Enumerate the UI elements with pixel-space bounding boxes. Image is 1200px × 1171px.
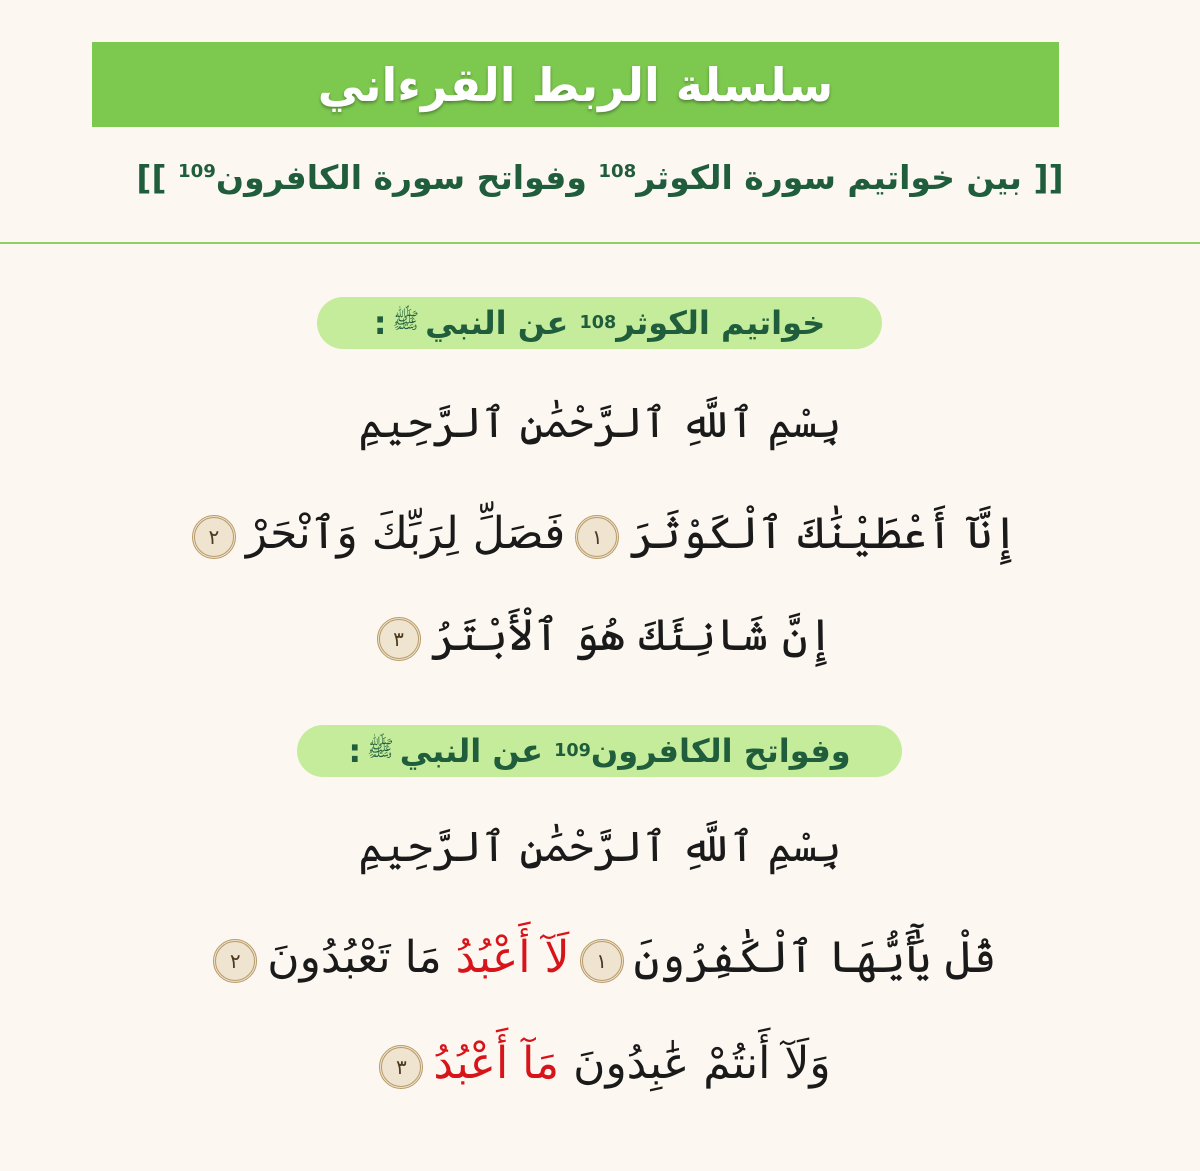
- basmala-kawthar: بِسْمِ ٱللَّهِ ٱلرَّحْمَٰنِ ٱلرَّحِيمِ: [358, 398, 842, 447]
- heading-kawthar-prefix: خواتيم الكوثر: [616, 304, 826, 342]
- kafirun-verse-2-rest: مَا تَعْبُدُونَ: [267, 932, 442, 983]
- salutation-icon: ﷺ: [392, 309, 420, 334]
- kafirun-verse-line-2: [0, 1038, 1200, 1089]
- kafirun-verse-1: قُلْ يَٰٓأَيُّهَا ٱلْكَٰفِرُونَ: [633, 932, 997, 983]
- kawthar-verse-2: فَصَلِّ لِرَبِّكَ وَٱنْحَرْ: [245, 508, 566, 559]
- subtitle-between: بين خواتيم سورة الكوثر: [636, 158, 1022, 197]
- ayah-number-marker: ١: [580, 939, 624, 983]
- ayah-number-marker: ٢: [192, 515, 236, 559]
- kawthar-verse-3: إِنَّ شَانِئَكَ هُوَ ٱلْأَبْتَرُ: [430, 610, 834, 661]
- kafirun-verse-3-highlight: مَآ أَعْبُدُ: [433, 1038, 560, 1089]
- kafirun-verse-3-start: وَلَآ أَنتُمْ عَٰبِدُونَ: [573, 1038, 831, 1089]
- salutation-icon: ﷺ: [367, 737, 394, 762]
- kafirun-verse-2-highlight: لَآ أَعْبُدُ: [455, 932, 570, 983]
- kawthar-verse-1: إِنَّآ أَعْطَيْنَٰكَ ٱلْكَوْثَرَ: [629, 508, 1019, 559]
- ayah-number-marker: ٣: [379, 1045, 423, 1089]
- ayah-number-marker: ٢: [213, 939, 257, 983]
- ayah-number-marker: ٣: [377, 617, 421, 661]
- divider: [0, 242, 1200, 244]
- subtitle: [100, 158, 1100, 197]
- heading-kafirun-colon: :: [348, 732, 362, 770]
- kafirun-verse-line-1: [0, 932, 1200, 983]
- page-title: سلسلة الربط القرءاني: [317, 57, 834, 112]
- ayah-number-marker: ١: [575, 515, 619, 559]
- subtitle-close-bracket: ]]: [136, 158, 167, 197]
- heading-kawthar-suffix: عن النبي: [425, 304, 569, 342]
- heading-kafirun-suffix: عن النبي: [399, 732, 544, 770]
- section-heading-kafirun: وفواتح الكافرون 109 عن النبي ﷺ :: [297, 725, 902, 777]
- heading-kafirun-prefix: وفواتح الكافرون: [590, 732, 851, 770]
- subtitle-open-bracket: [[: [1033, 158, 1064, 197]
- subtitle-kawthar-number: 108: [598, 161, 637, 182]
- heading-kawthar-colon: :: [373, 304, 387, 342]
- kawthar-verse-line-2: [0, 610, 1200, 661]
- subtitle-kafirun-number: 109: [178, 161, 216, 182]
- kawthar-verse-line-1: [0, 508, 1200, 559]
- section-heading-kawthar: خواتيم الكوثر 108 عن النبي ﷺ :: [317, 297, 882, 349]
- basmala-kafirun: بِسْمِ ٱللَّهِ ٱلرَّحْمَٰنِ ٱلرَّحِيمِ: [358, 822, 842, 871]
- title-banner: [92, 42, 1059, 127]
- subtitle-and-openings: وفواتح سورة الكافرون: [215, 158, 587, 197]
